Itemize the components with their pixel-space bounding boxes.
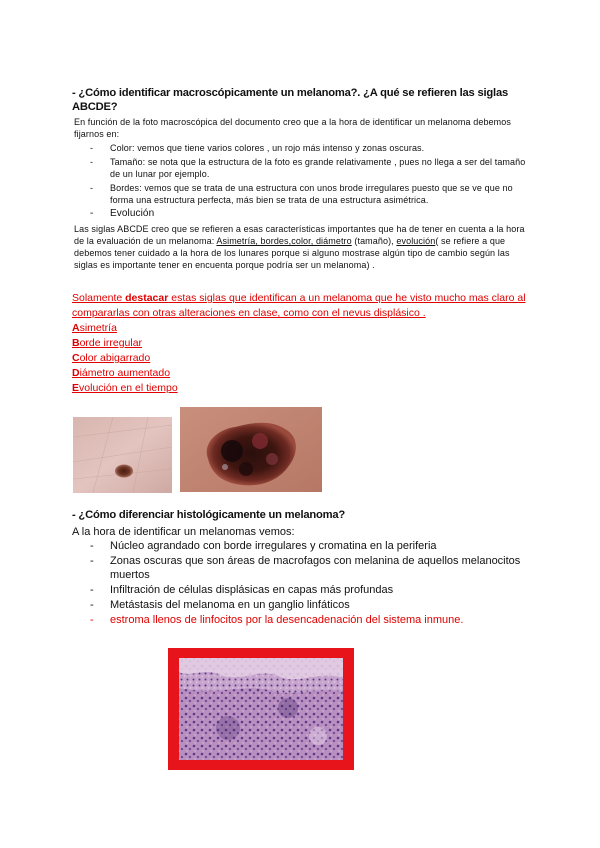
- highlight-lead-bold: destacar: [125, 292, 169, 304]
- histo-intro: A la hora de identificar un melanomas vemos:: [72, 526, 295, 538]
- histo-features-list: [74, 540, 544, 629]
- list-item-nucleus: - Núcleo agrandado con borde irregulares y cromatina en la periferia: [74, 540, 544, 554]
- melanoma-photo: [180, 407, 322, 492]
- abcde-word-c: olor abigarrado: [79, 352, 151, 364]
- question-macroscopic: - ¿Cómo identificar macroscópicamente un melanoma?. ¿A qué se refieren las siglas ABCDE?: [72, 87, 508, 113]
- abcde-initial-e: E: [72, 382, 80, 394]
- highlight-lead: [72, 291, 532, 321]
- list-item-infiltration: - Infiltración de células displásicas en capas más profundas: [74, 584, 544, 598]
- abcde-initial-d: D: [72, 367, 80, 379]
- abcde-line-b: [72, 336, 532, 351]
- abcde-initial-c: C: [72, 352, 80, 364]
- abcde-text-start: Las siglas ABCDE creo que se refieren a esas características importantes que ha de tener en cuenta a la hora de la evaluación de un melanoma:: [74, 224, 525, 246]
- question-histologic: - ¿Cómo diferenciar histológicamente un melanoma?: [72, 509, 346, 521]
- abcde-highlight-block: [72, 291, 532, 396]
- list-item-metastasis: - Metástasis del melanoma en un ganglio linfáticos: [74, 599, 544, 613]
- abcde-word-b: orde irregular: [79, 337, 143, 349]
- abcde-underlined-evolution: evolución: [396, 236, 436, 246]
- list-item-color: - Color: vemos que tiene varios colores , un rojo más intenso y zonas oscuras.: [74, 142, 534, 154]
- list-item-size: - Tamaño: se nota que la estructura de la foto es grande relativamente , pues no llega a ser del tamaño de un lunar por ejemplo.: [74, 156, 534, 180]
- abcde-line-d: [72, 366, 532, 381]
- abcde-text-end: ( se refiere a que debemos tener cuidado a la hora de los lunares porque si alguno mostrase algún tipo de cambio según las siglas es importante tener en encuenta porque podría ser un melanoma) .: [74, 236, 510, 270]
- abcde-text-mid: (tamaño),: [351, 236, 397, 246]
- abcde-line-e: [72, 381, 532, 396]
- intro-paragraph: En función de la foto macroscópica del documento creo que a la hora de identificar un melanoma debemos fijarnos en:: [74, 117, 511, 139]
- abcde-line-a: [72, 321, 532, 336]
- abcde-line-c: [72, 351, 532, 366]
- mole-photo: [73, 417, 172, 493]
- highlight-lead-b: estas siglas que identifican a un melanoma que he visto mucho mas claro al compararlas con otras alteraciones en clase, como con el nevus displásico .: [72, 292, 526, 319]
- abcde-initial-a: A: [72, 322, 80, 334]
- histology-image: [168, 648, 354, 770]
- highlight-lead-a: Solamente: [72, 292, 126, 304]
- criteria-list: [74, 142, 534, 222]
- abcde-initial-b: B: [72, 337, 80, 349]
- abcde-underlined-criteria: Asimetría, bordes,color, diámetro: [216, 236, 352, 246]
- abcde-paragraph: [74, 223, 534, 271]
- list-item-dark-zones: - Zonas oscuras que son áreas de macrofagos con melanina de aquellos melanocitos muertos: [74, 555, 544, 582]
- list-item-evolution: - Evolución: [74, 208, 534, 220]
- list-item-borders: - Bordes: vemos que se trata de una estructura con unos brode irregulares puesto que se ve que no forma una estructura perfecta, más bien se trata de una estructura asimétrica.: [74, 182, 534, 206]
- abcde-word-d: iámetro aumentado: [79, 367, 171, 379]
- list-item-stroma: - estroma llenos de linfocitos por la desencadenación del sistema inmune.: [74, 614, 544, 628]
- abcde-word-a: simetría: [79, 322, 117, 334]
- abcde-word-e: volución en el tiempo: [79, 382, 178, 394]
